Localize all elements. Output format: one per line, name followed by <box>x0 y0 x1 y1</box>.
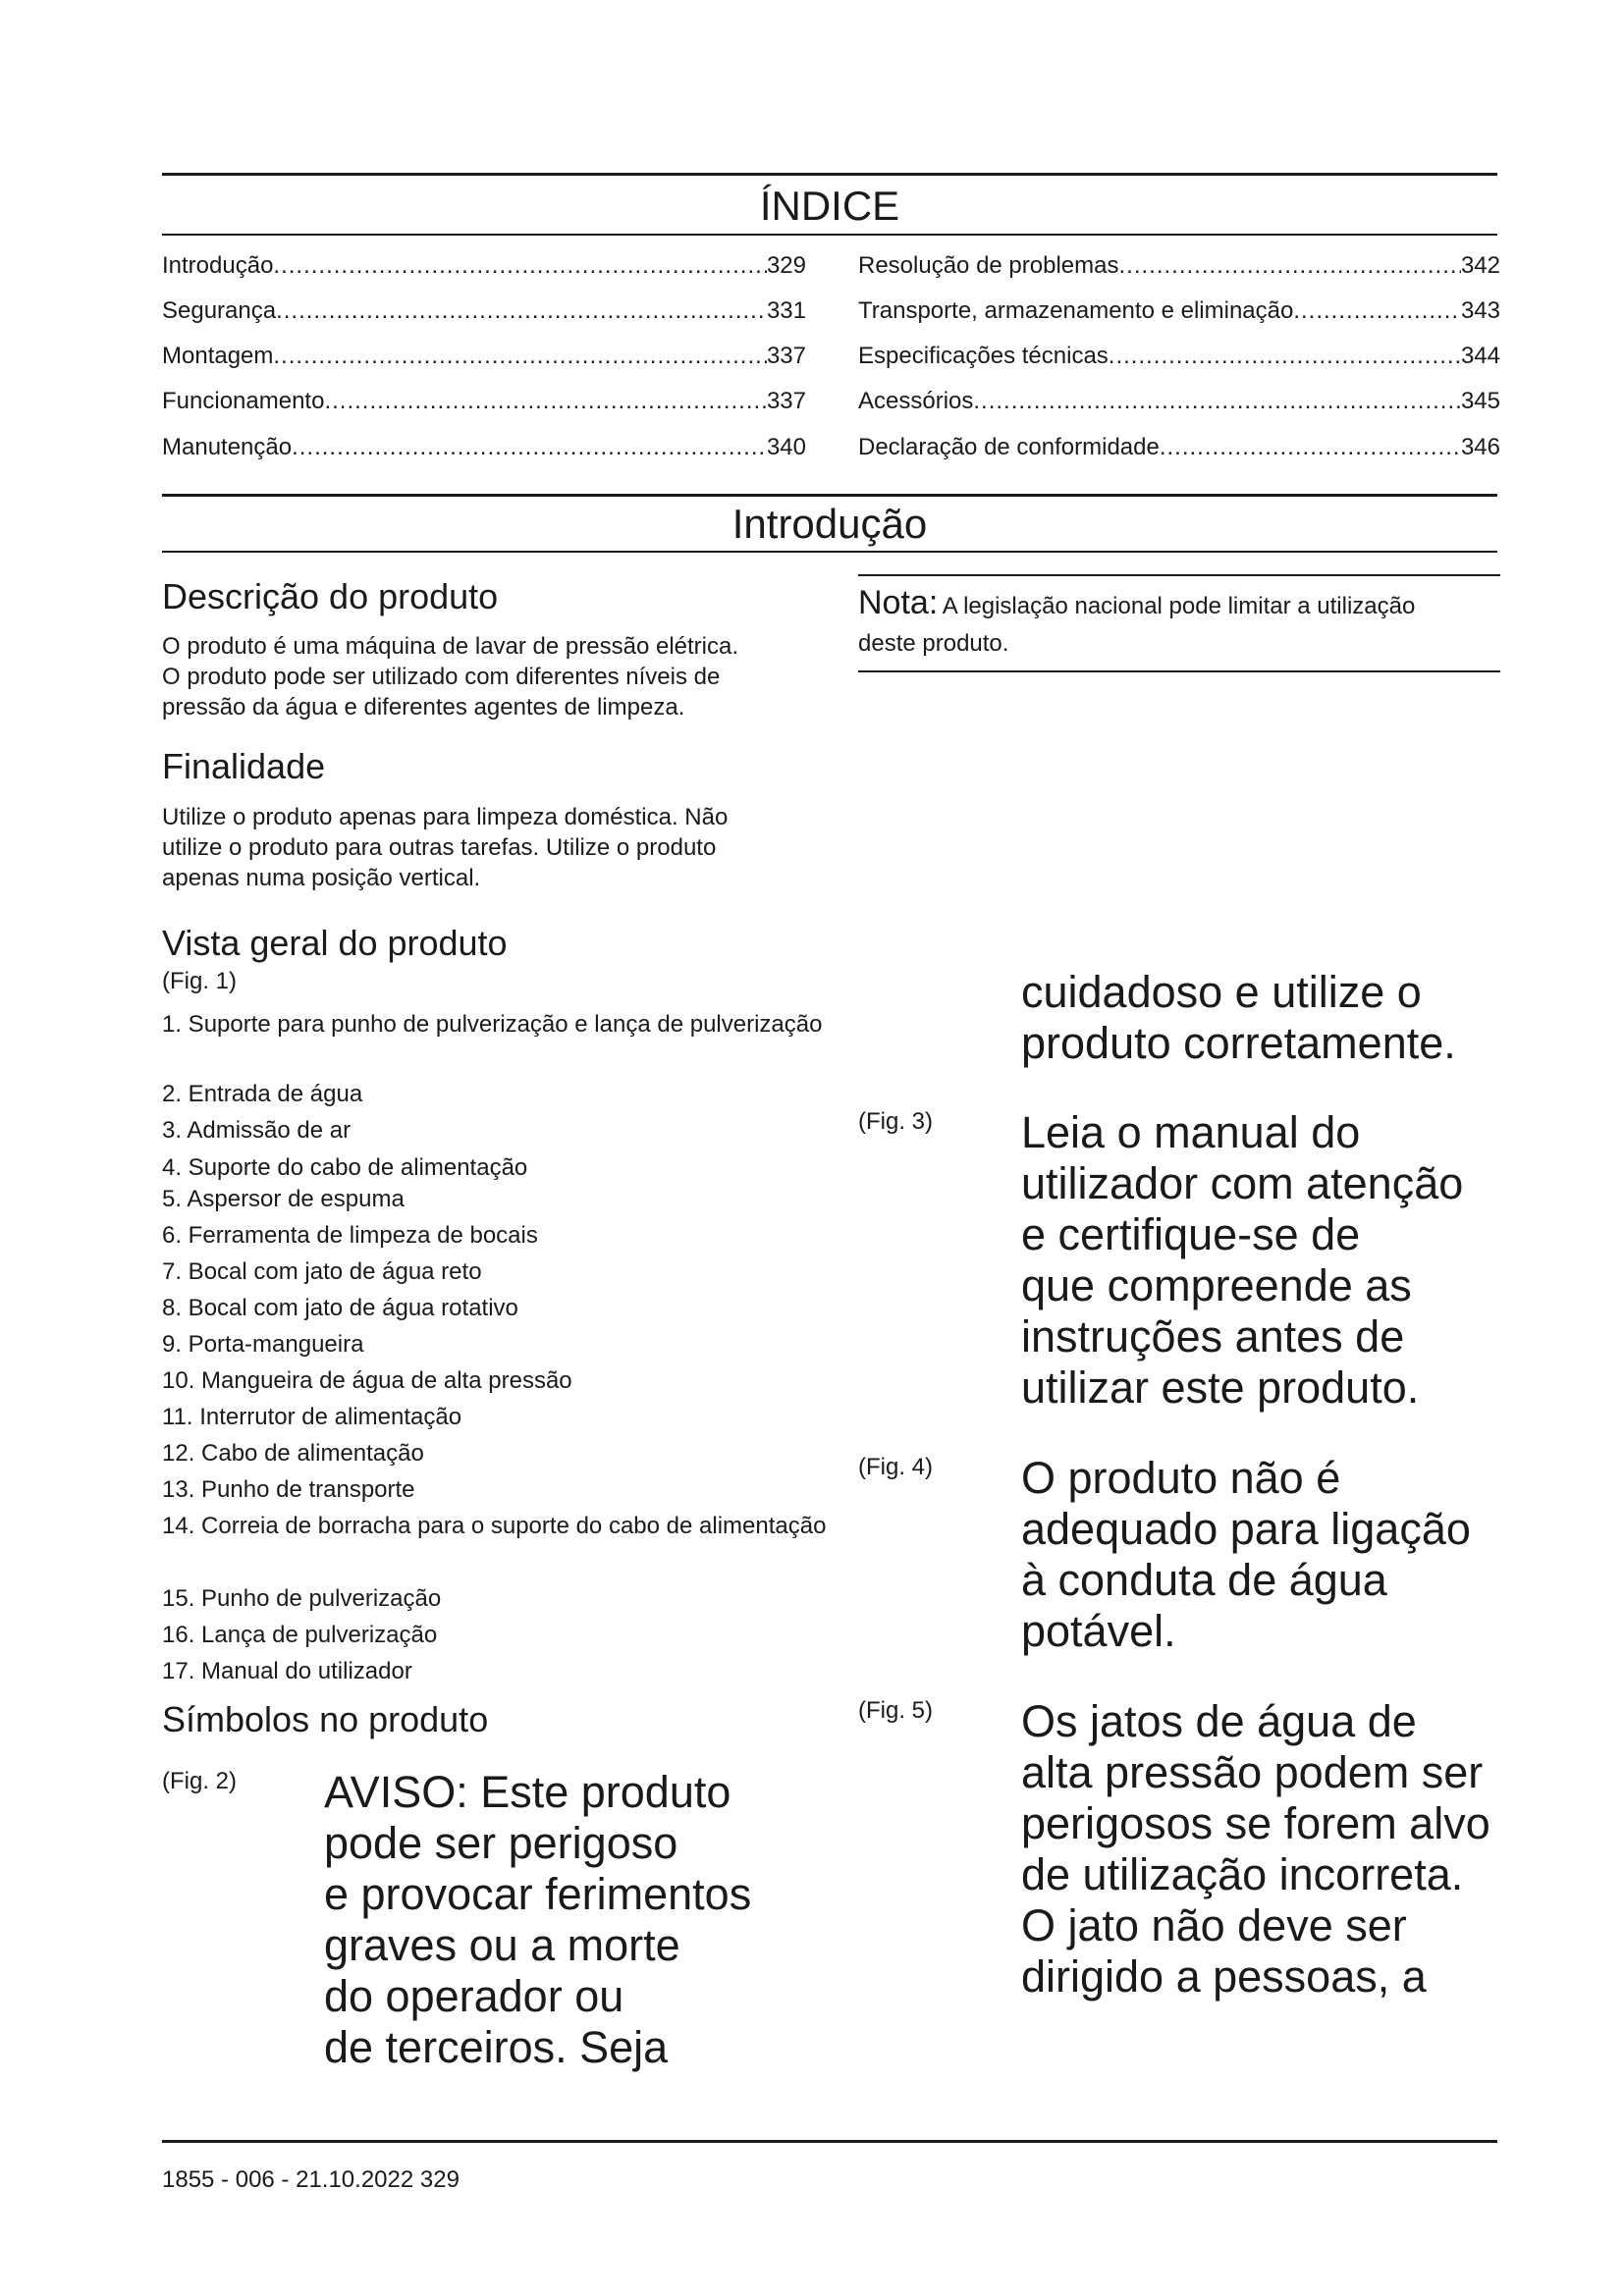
list-item: 10. Mangueira de água de alta pressão <box>162 1367 572 1394</box>
intro-top-rule <box>162 494 1497 497</box>
intro-title-rule <box>162 551 1497 553</box>
list-item: 8. Bocal com jato de água rotativo <box>162 1295 518 1321</box>
toc-entry-page: 346 <box>1460 434 1500 460</box>
footer-rule <box>162 2140 1497 2143</box>
toc-top-rule <box>162 173 1497 176</box>
toc-title: ÍNDICE <box>759 183 900 229</box>
toc-entry-label: Funcionamento <box>162 388 325 414</box>
symbol-jet-text: Os jatos de água de alta pressão podem ser perigosos se forem alvo de utilização incorreta. O jato não deve ser dirigido a pessoas, a <box>1021 1696 1490 2002</box>
section-title: Introdução <box>731 501 928 547</box>
fig-reference: (Fig. 4) <box>858 1454 934 1480</box>
toc-entry-seguranca[interactable] <box>162 296 806 326</box>
text-line: O produto é uma máquina de lavar de pressão elétrica. <box>162 633 739 660</box>
overview-heading: Vista geral do produto <box>162 923 508 963</box>
toc-entry-label: Especificações técnicas <box>858 343 1109 369</box>
footer-text: 1855 - 006 - 21.10.2022 329 <box>162 2166 460 2193</box>
toc-entry-label: Declaração de conformidade <box>858 434 1160 460</box>
symbol-warning-text-continued: cuidadoso e utilize o produto corretamente. <box>1021 967 1456 1068</box>
toc-entry-montagem[interactable] <box>162 342 806 371</box>
fig-reference: (Fig. 3) <box>858 1108 934 1135</box>
toc-entry-acessorios[interactable] <box>858 387 1500 416</box>
note-text: A legislação nacional pode limitar a utilização <box>942 593 1416 619</box>
toc-entry-label: Montagem <box>162 343 274 369</box>
list-item: 11. Interrutor de alimentação <box>162 1404 462 1430</box>
note-text: deste produto. <box>858 630 1009 657</box>
toc-entry-label: Manutenção <box>162 434 293 460</box>
list-item: 5. Aspersor de espuma <box>162 1186 405 1212</box>
text-line: utilize o produto para outras tarefas. Utilize o produto <box>162 834 717 861</box>
symbol-manual-text: Leia o manual do utilizador com atenção e certifique-se de que compreende as instruções antes de utilizar este produto. <box>1021 1107 1464 1413</box>
list-item: 7. Bocal com jato de água reto <box>162 1258 482 1285</box>
toc-entry-label: Transporte, armazenamento e eliminação <box>858 297 1294 324</box>
toc-entry-page: 343 <box>1460 297 1500 324</box>
text-line: Utilize o produto apenas para limpeza doméstica. Não <box>162 804 729 830</box>
symbol-water-text: O produto não é adequado para ligação à conduta de água potável. <box>1021 1453 1471 1656</box>
toc-entry-introducao[interactable] <box>162 251 806 281</box>
purpose-heading: Finalidade <box>162 746 326 786</box>
note-bottom-rule <box>858 670 1500 672</box>
toc-entry-label: Segurança <box>162 297 277 324</box>
toc-entry-page: 337 <box>766 388 806 414</box>
fig-reference: (Fig. 2) <box>162 1768 238 1794</box>
toc-entry-label: Acessórios <box>858 388 974 414</box>
symbol-warning-text: AVISO: Este produto pode ser perigoso e provocar ferimentos graves ou a morte do operador ou de terceiros. Seja <box>324 1767 752 2072</box>
product-description-text <box>162 631 738 722</box>
text-line: pressão da água e diferentes agentes de limpeza. <box>162 694 685 721</box>
toc-entry-label: Resolução de problemas <box>858 252 1119 279</box>
purpose-text <box>162 802 728 893</box>
list-item: 6. Ferramenta de limpeza de bocais <box>162 1222 538 1249</box>
note-top-rule <box>858 574 1500 576</box>
toc-entry-especificacoes[interactable] <box>858 342 1500 371</box>
toc-entry-manutencao[interactable] <box>162 433 806 462</box>
toc-entry-page: 337 <box>766 343 806 369</box>
note-label: Nota: <box>858 584 939 621</box>
list-item: 4. Suporte do cabo de alimentação <box>162 1154 528 1181</box>
list-item: 17. Manual do utilizador <box>162 1658 412 1684</box>
list-item: 2. Entrada de água <box>162 1081 363 1107</box>
toc-entry-declaracao[interactable] <box>858 433 1500 462</box>
fig-reference: (Fig. 5) <box>858 1697 934 1724</box>
list-item: 9. Porta-mangueira <box>162 1331 364 1358</box>
list-item: 14. Correia de borracha para o suporte do cabo de alimentação <box>162 1513 827 1539</box>
toc-entry-page: 340 <box>766 434 806 460</box>
text-line: O produto pode ser utilizado com diferentes níveis de <box>162 664 721 690</box>
fig-reference: (Fig. 1) <box>162 968 238 994</box>
list-item: 3. Admissão de ar <box>162 1117 352 1144</box>
toc-entry-page: 345 <box>1460 388 1500 414</box>
toc-entry-label: Introdução <box>162 252 274 279</box>
toc-entry-page: 331 <box>766 297 806 324</box>
toc-entry-transporte[interactable] <box>858 296 1500 326</box>
product-description-heading: Descrição do produto <box>162 576 499 616</box>
symbols-heading: Símbolos no produto <box>162 1699 489 1739</box>
toc-entry-page: 344 <box>1460 343 1500 369</box>
toc-entry-page: 342 <box>1460 252 1500 279</box>
toc-entry-funcionamento[interactable] <box>162 387 806 416</box>
toc-entry-page: 329 <box>766 252 806 279</box>
note-block <box>858 583 1500 659</box>
text-line: apenas numa posição vertical. <box>162 865 481 891</box>
toc-entry-resolucao[interactable] <box>858 251 1500 281</box>
toc-title-rule <box>162 234 1497 236</box>
list-item: 13. Punho de transporte <box>162 1476 415 1503</box>
list-item: 15. Punho de pulverização <box>162 1585 442 1612</box>
list-item: 16. Lança de pulverização <box>162 1622 438 1648</box>
list-item: 1. Suporte para punho de pulverização e lança de pulverização <box>162 1011 823 1038</box>
list-item: 12. Cabo de alimentação <box>162 1440 424 1467</box>
